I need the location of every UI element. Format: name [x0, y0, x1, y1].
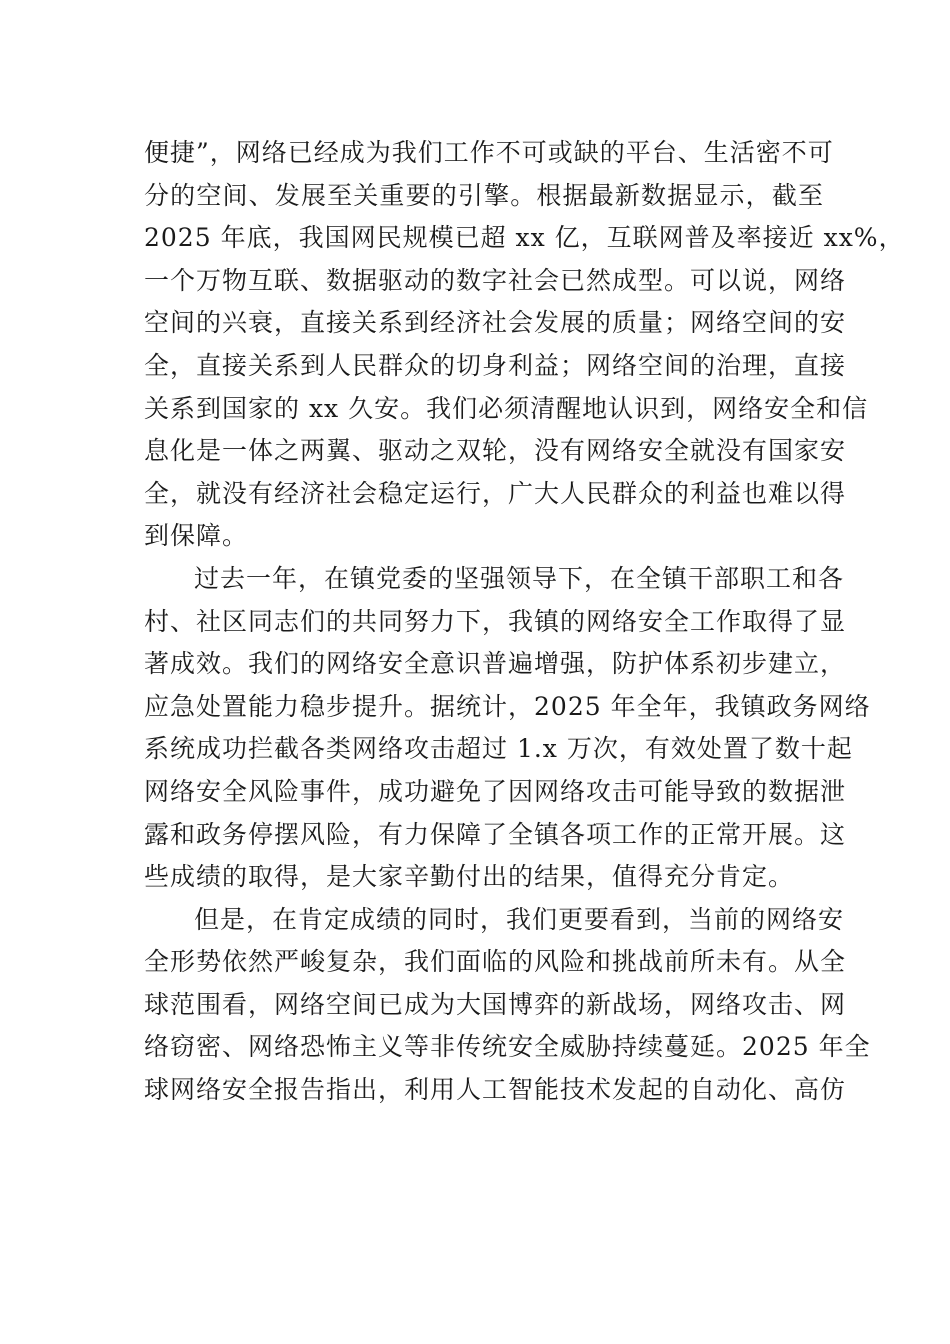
text-line: 球网络安全报告指出，利用人工智能技术发起的自动化、高仿 — [144, 1075, 847, 1105]
text-line: 些成绩的取得，是大家辛勤付出的结果，值得充分肯定。 — [144, 862, 795, 892]
text-line: 全形势依然严峻复杂，我们面临的风险和挑战前所未有。从全 — [144, 947, 847, 977]
text-line: 到保障。 — [144, 521, 249, 551]
text-line: 全，直接关系到人民群众的切身利益；网络空间的治理，直接 — [144, 350, 847, 380]
text-line: 球范围看，网络空间已成为大国博弈的新战场，网络攻击、网 — [144, 989, 847, 1019]
text-line: 便捷”，网络已经成为我们工作不可或缺的平台、生活密不可 — [144, 138, 834, 167]
text-line: 全，就没有经济社会稳定运行，广大人民群众的利益也难以得 — [144, 478, 847, 508]
text-line: 应急处置能力稳步提升。据统计，2025 年全年，我镇政务网络 — [144, 691, 871, 721]
paragraph-3 — [144, 899, 871, 1112]
text-line: 网络安全风险事件，成功避免了因网络攻击可能导致的数据泄 — [144, 776, 847, 806]
text-line: 分的空间、发展至关重要的引擎。根据最新数据显示，截至 — [144, 180, 824, 210]
text-line: 露和政务停摆风险，有力保障了全镇各项工作的正常开展。这 — [144, 819, 847, 849]
text-line: 空间的兴衰，直接关系到经济社会发展的质量；网络空间的安 — [144, 308, 847, 338]
text-line: 2025 年底，我国网民规模已超 xx 亿，互联网普及率接近 xx%， — [144, 223, 905, 253]
text-line: 村、社区同志们的共同努力下，我镇的网络安全工作取得了显 — [144, 606, 847, 636]
paragraph-2 — [144, 558, 871, 899]
text-line: 一个万物互联、数据驱动的数字社会已然成型。可以说，网络 — [144, 265, 847, 295]
text-line: 系统成功拦截各类网络攻击超过 1.x 万次，有效处置了数十起 — [144, 734, 853, 764]
text-line: 关系到国家的 xx 久安。我们必须清醒地认识到，网络安全和信 — [144, 393, 869, 423]
text-line: 著成效。我们的网络安全意识普遍增强，防护体系初步建立， — [144, 649, 847, 679]
text-line: 络窃密、网络恐怖主义等非传统安全威胁持续蔓延。2025 年全 — [144, 1032, 871, 1062]
text-line: 但是，在肯定成绩的同时，我们更要看到，当前的网络安 — [194, 904, 845, 934]
text-line: 过去一年，在镇党委的坚强领导下，在全镇干部职工和各 — [194, 563, 845, 593]
text-line: 息化是一体之两翼、驱动之双轮，没有网络安全就没有国家安 — [144, 436, 847, 466]
document-body — [144, 132, 905, 1112]
paragraph-1 — [144, 132, 905, 558]
